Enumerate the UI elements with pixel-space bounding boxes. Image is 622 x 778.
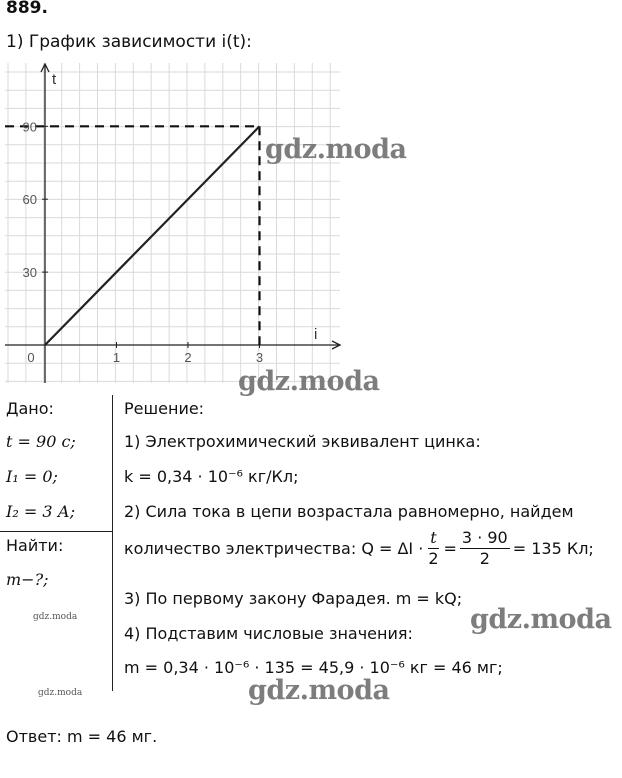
x-axis-letter: i [314, 326, 318, 343]
k-value: k = 0,34 · 10⁻⁶ кг/Кл; [124, 467, 299, 486]
x-tick-label: 1 [112, 350, 121, 365]
x-tick-label: 0 [27, 350, 35, 365]
fraction-t-over-2 [426, 528, 440, 569]
y-tick-label: 90 [22, 119, 37, 135]
graph-heading: 1) График зависимости i(t): [6, 32, 252, 52]
x-tick-label: 3 [255, 350, 264, 365]
given-line-1: t = 90 с; [6, 432, 76, 451]
find-title: Найти: [6, 536, 64, 555]
solution-title: Решение: [124, 399, 205, 418]
fraction-1-denominator: 2 [428, 549, 439, 568]
watermark-small-1: gdz.moda [33, 612, 78, 622]
solution-step-3: 3) По первому закону Фарадея. m = kQ; [124, 589, 463, 608]
problem-number: 889. [6, 0, 48, 18]
y-tick-label: 30 [22, 265, 37, 281]
answer-line: Ответ: m = 46 мг. [6, 727, 158, 746]
watermark-4: gdz.moda [248, 675, 390, 706]
watermark-small-2: gdz.moda [38, 688, 83, 698]
mass-calculation: m = 0,34 · 10⁻⁶ · 135 = 45,9 · 10⁻⁶ кг = 46 мг; [124, 658, 503, 677]
watermark-2: gdz.moda [238, 366, 380, 397]
fraction-2-denominator: 2 [479, 549, 490, 568]
y-axis-letter: t [52, 71, 57, 88]
given-line-3: I₂ = 3 А; [6, 502, 76, 521]
equals-sign: = [443, 539, 457, 558]
solution-step-1: 1) Электрохимический эквивалент цинка: [124, 432, 481, 451]
solution-step-2: 2) Сила тока в цепи возрастала равномерно, найдем [124, 502, 574, 521]
given-line-2: I₁ = 0; [6, 467, 58, 486]
x-tick-label: 2 [184, 350, 192, 365]
given-separator [112, 395, 113, 691]
fraction-3x90-over-2 [460, 528, 510, 569]
fraction-2-numerator: 3 · 90 [461, 528, 508, 547]
y-tick-label: 60 [22, 192, 37, 208]
given-title: Дано: [6, 399, 54, 418]
dependency-graph [0, 58, 345, 388]
charge-result: = 135 Кл; [512, 539, 594, 558]
watermark-1: gdz.moda [265, 134, 407, 165]
watermark-3: gdz.moda [470, 604, 612, 635]
charge-formula [124, 528, 594, 569]
solution-step-4: 4) Подставим числовые значения: [124, 624, 413, 643]
fraction-1-numerator: t [430, 528, 437, 547]
charge-prefix: количество электричества: Q = ΔI · [124, 539, 424, 558]
find-value: m−?; [6, 570, 49, 589]
given-divider [0, 531, 112, 532]
